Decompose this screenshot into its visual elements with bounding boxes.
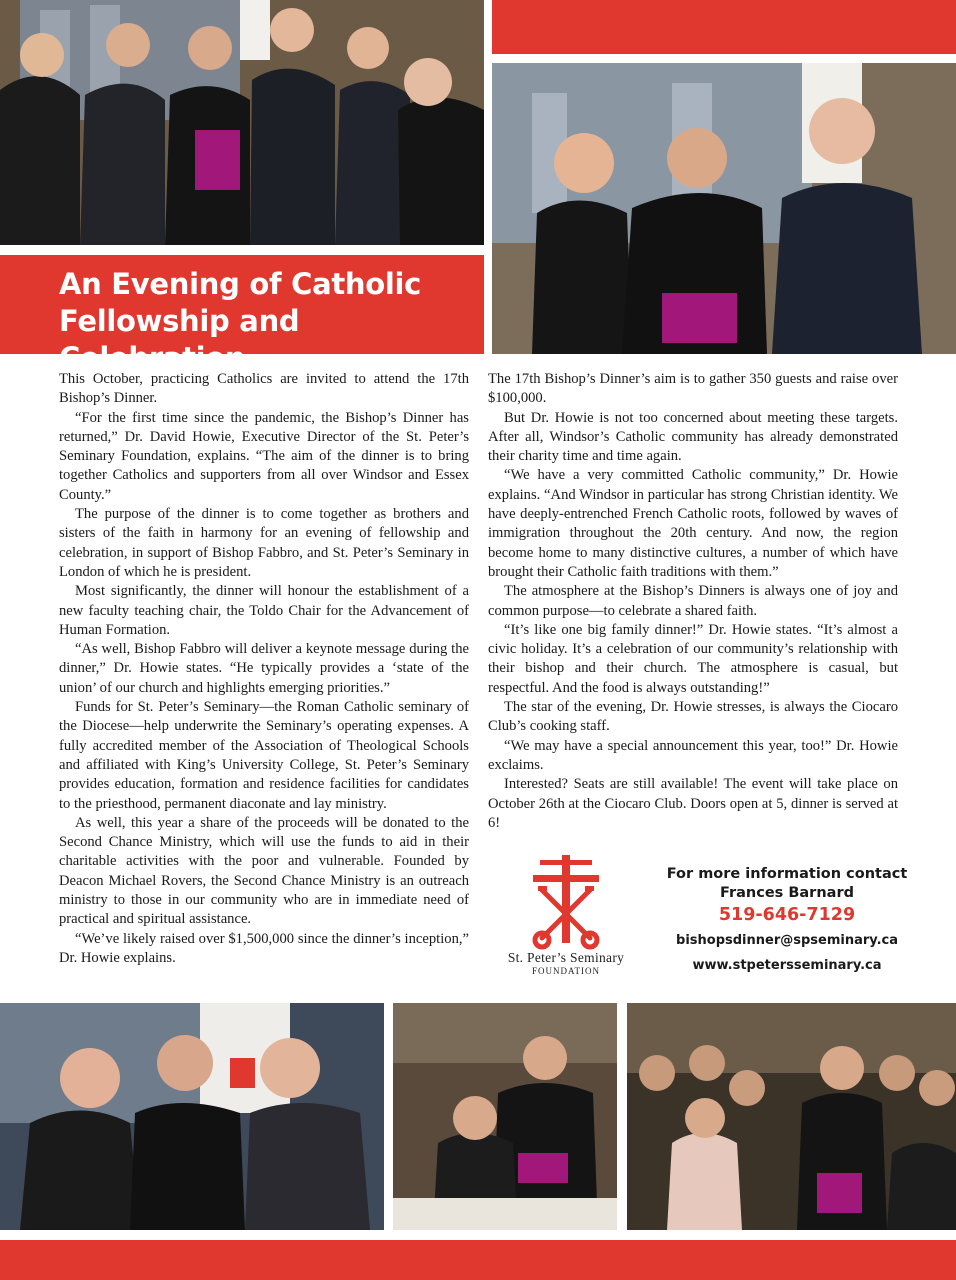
contact-name: Frances Barnard: [720, 885, 854, 901]
paragraph: “We may have a special announcement this year, too!” Dr. Howie exclaims.: [488, 737, 898, 773]
paragraph: This October, practicing Catholics are invited to attend the 17th Bishop’s Dinner.: [59, 371, 469, 407]
paragraph: “For the first time since the pandemic, the Bishop’s Dinner has returned,” Dr. David Howie, Executive Director of the St. Peter’s Seminary Foundation, explains. “The aim of the dinner is to bring together Catholics and supporters from all over Windsor and Essex County.”: [59, 409, 469, 503]
contact-phone[interactable]: 519-646-7129: [718, 905, 856, 925]
paragraph: “It’s like one big family dinner!” Dr. Howie states. “It’s almost a civic holiday. It’s a celebration of our community’s relationship with their bishop and their church. The atmosphere is casual, but respectful. And the food is always outstanding!”: [488, 621, 898, 696]
photo-bishop-with-guests: [492, 63, 956, 354]
paragraph: The star of the evening, Dr. Howie stresses, is always the Ciocaro Club’s cooking staff.: [488, 699, 898, 735]
paragraph: The 17th Bishop’s Dinner’s aim is to gather 350 guests and raise over $100,000.: [488, 371, 898, 407]
photo-bishop-with-crowd: [627, 1003, 956, 1230]
photo-group-six-guests: [0, 0, 484, 245]
photo-bishop-at-table: [393, 1003, 617, 1230]
paragraph: As well, this year a share of the proceeds will be donated to the Second Chance Ministry, which will use the funds to aid in their charitable activities with the poor and vulnerable. Founded by Deacon Michael Rovers, the Second Chance Ministry is an outreach ministry to those in our community who are in immediate need of practical and spiritual assistance.: [59, 814, 469, 928]
seminary-name: St. Peter’s Seminary: [507, 950, 625, 965]
paragraph: But Dr. Howie is not too concerned about meeting these targets. After all, Windsor’s Catholic community has already demonstrated their charity time and time again.: [488, 409, 898, 465]
paragraph: The atmosphere at the Bishop’s Dinners is always one of joy and common purpose—to celebrate a shared faith.: [488, 583, 898, 619]
paragraph: Interested? Seats are still available! The event will take place on October 26th at the Ciocaro Club. Doors open at 5, dinner is served at 6!: [488, 776, 898, 831]
paragraph: Most significantly, the dinner will honour the establishment of a new faculty teaching chair, the Toldo Chair for the Advancement of Human Formation.: [59, 583, 469, 638]
paragraph: “We have a very committed Catholic community,” Dr. Howie explains. “And Windsor in particular has strong Christian identity. We have deeply-entrenched French Catholic roots, followed by waves of immigration throughout the 20th century. And now, the region become home to many distinctive cultures, a number of which have brought their Catholic faith traditions with them.”: [488, 467, 898, 580]
article-right-column: [488, 370, 898, 833]
paragraph: “We’ve likely raised over $1,500,000 since the dinner’s inception,” Dr. Howie explains.: [59, 930, 469, 966]
paragraph: “As well, Bishop Fabbro will deliver a keynote message during the dinner,” Dr. Howie states. “He typically provides a ‘state of the union’ of our church and highlights emerging priorities.”: [59, 641, 469, 696]
seminary-foundation: FOUNDATION: [532, 966, 600, 976]
article-title: [59, 266, 479, 377]
photo-bishop-with-couple: [0, 1003, 384, 1230]
paragraph: Funds for St. Peter’s Seminary—the Roman Catholic seminary of the Diocese—help underwrite the Seminary’s operating expenses. A fully accredited member of the Association of Theological Schools and affiliated with King’s University College, St. Peter’s Seminary provides education, formation and residence facilities for candidates to the priesthood, permanent diaconate and lay ministry.: [59, 699, 469, 812]
article-left-column: [59, 370, 469, 968]
paragraph: The purpose of the dinner is to come together as brothers and sisters of the faith in harmony for an evening of fellowship and celebration, in support of Bishop Fabbro, and St. Peter’s Seminary in London of which he is president.: [59, 506, 469, 580]
contact-website[interactable]: www.stpetersseminary.ca: [692, 958, 882, 973]
contact-heading: For more information contact: [666, 866, 908, 882]
bottom-red-band: [0, 1240, 956, 1280]
article-title-line-1: An Evening of Catholic: [59, 267, 422, 301]
article-title-line-2: Fellowship and Celebration: [59, 304, 300, 375]
top-red-band: [492, 0, 956, 54]
contact-email[interactable]: bishopsdinner@spseminary.ca: [676, 933, 898, 948]
